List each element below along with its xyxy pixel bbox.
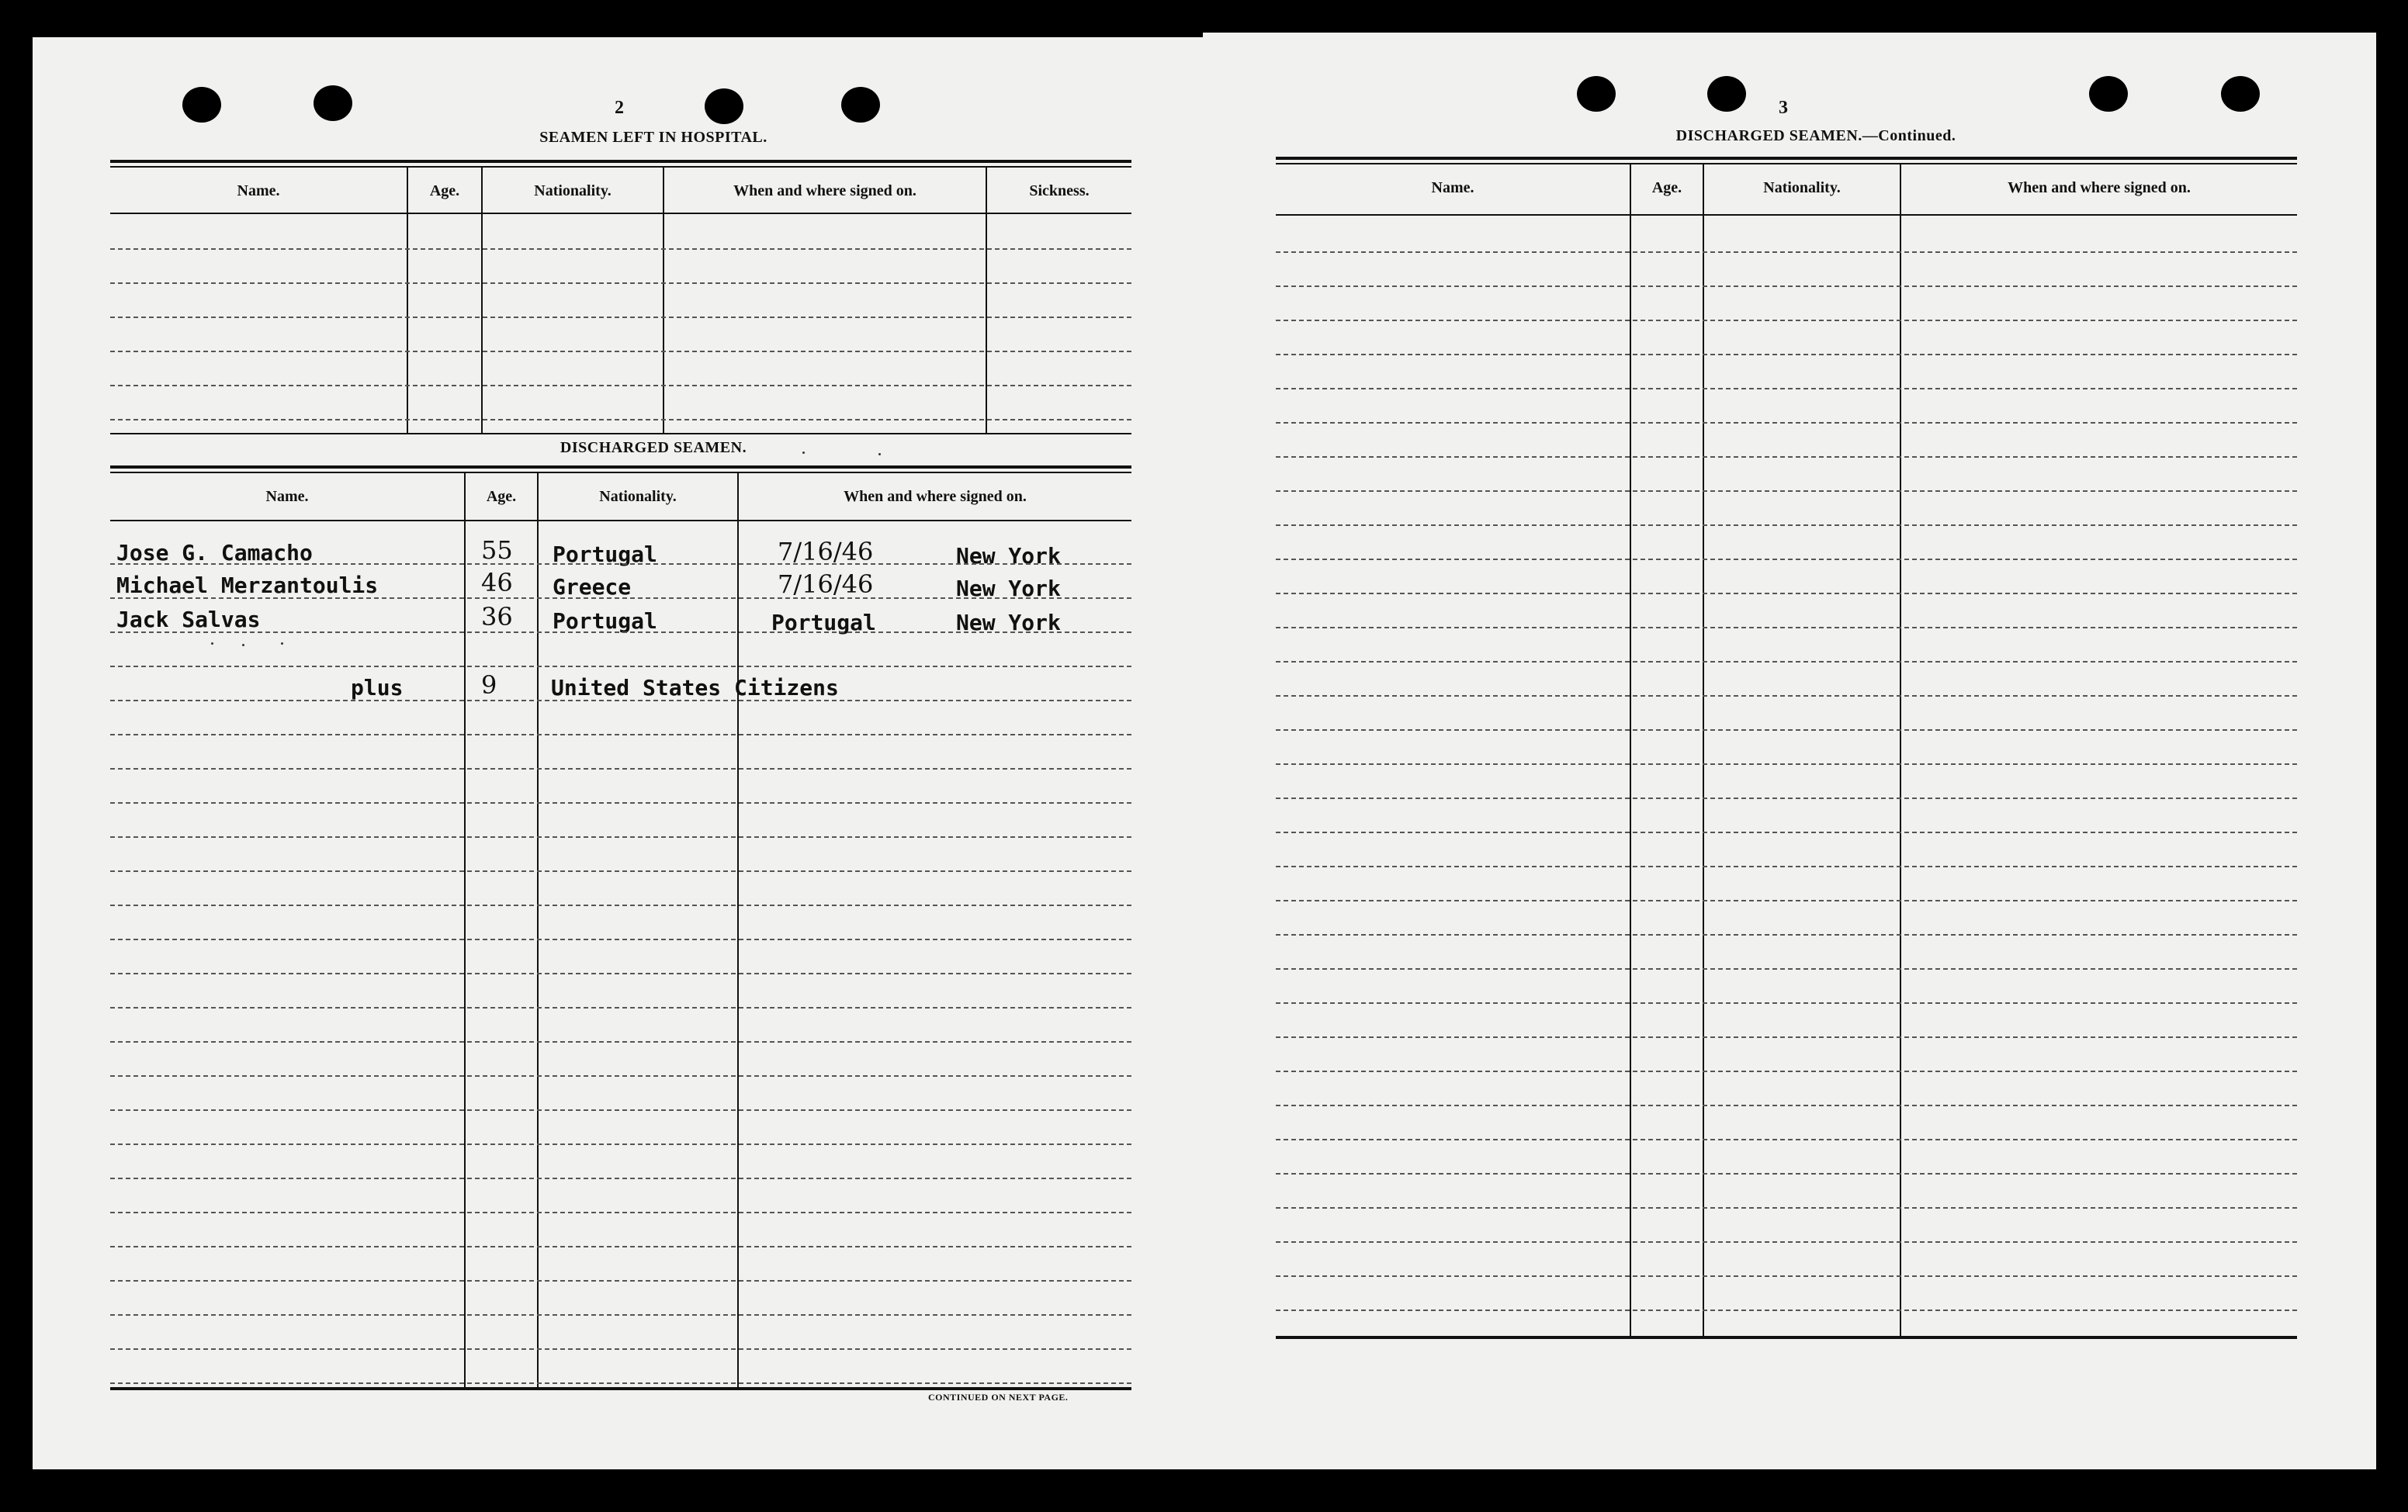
ruled-line: [110, 317, 1131, 318]
ruled-line: [110, 1314, 1131, 1316]
col-header-nationality: Nationality.: [1763, 179, 1841, 196]
ruled-line: [1276, 1275, 2297, 1277]
ruled-line: [1276, 1241, 2297, 1243]
header-underline: [1276, 214, 2297, 216]
ruled-line: [110, 1144, 1131, 1145]
ruled-line: [1276, 1310, 2297, 1311]
ruled-line: [110, 1007, 1131, 1009]
column-divider: [481, 168, 483, 433]
ruled-line: [110, 1212, 1131, 1213]
column-divider: [1900, 164, 1901, 1336]
table-top-rule: [110, 166, 1131, 168]
ruled-line: [1276, 729, 2297, 731]
seaman-nationality: Portugal: [553, 541, 657, 567]
ruled-line: [1276, 832, 2297, 833]
ruled-line: [110, 700, 1131, 701]
col-header-nationality: Nationality.: [534, 182, 612, 199]
table-top-rule: [110, 472, 1131, 473]
col-header-nationality: Nationality.: [599, 488, 677, 505]
ruled-line: [110, 351, 1131, 352]
plus-label: plus: [351, 675, 404, 701]
table-bottom-rule: [1276, 1336, 2297, 1339]
column-divider: [407, 168, 408, 433]
ruled-line: [1276, 524, 2297, 526]
page-number: 2: [615, 98, 624, 118]
seaman-name: Michael Merzantoulis: [116, 573, 379, 598]
column-divider: [663, 168, 664, 433]
ruled-line: [110, 1348, 1131, 1350]
signed-on-date: 7/16/46: [778, 569, 874, 599]
ruled-line: [110, 631, 1131, 633]
table-bottom-rule: [110, 433, 1131, 434]
signed-on-date: 7/16/46: [778, 537, 874, 566]
ruled-line: [1276, 285, 2297, 287]
ruled-line: [110, 597, 1131, 599]
col-header-signed-on: When and where signed on.: [844, 488, 1027, 505]
right-page: [1203, 33, 2376, 1469]
plus-text: United States Citizens: [551, 675, 839, 701]
ruled-line: [110, 563, 1131, 565]
stray-mark: [242, 644, 244, 646]
header-underline: [110, 213, 1131, 214]
ruled-line: [1276, 320, 2297, 321]
col-header-age: Age.: [1651, 179, 1682, 196]
ruled-line: [1276, 627, 2297, 628]
table-top-rule: [1276, 157, 2297, 160]
column-divider: [464, 473, 466, 1387]
ruled-line: [110, 385, 1131, 386]
signed-on-place: New York: [956, 576, 1061, 601]
col-header-sickness: Sickness.: [1029, 182, 1090, 199]
punch-hole: [314, 85, 352, 121]
column-divider: [1703, 164, 1704, 1336]
ruled-line: [1276, 354, 2297, 355]
ruled-line: [110, 1280, 1131, 1282]
stray-mark: [211, 642, 213, 645]
column-divider: [986, 168, 987, 433]
punch-hole: [2221, 76, 2260, 112]
ruled-line: [1276, 1002, 2297, 1004]
col-header-age: Age.: [429, 182, 460, 199]
hospital-section-title: SEAMEN LEFT IN HOSPITAL.: [539, 129, 767, 146]
punch-hole: [1577, 76, 1616, 112]
ruled-line: [110, 734, 1131, 735]
ruled-line: [1276, 798, 2297, 799]
ruled-line: [110, 282, 1131, 284]
table-top-rule: [1276, 163, 2297, 164]
page-number: 3: [1779, 98, 1788, 118]
ruled-line: [1276, 1139, 2297, 1140]
continued-footer: CONTINUED ON NEXT PAGE.: [928, 1392, 1069, 1403]
ruled-line: [1276, 968, 2297, 970]
header-underline: [110, 520, 1131, 521]
ruled-line: [110, 1382, 1131, 1384]
ruled-line: [110, 768, 1131, 770]
left-page: [33, 37, 1203, 1469]
ruled-line: [1276, 456, 2297, 458]
discharged-section-title: DISCHARGED SEAMEN.: [560, 439, 747, 456]
col-header-name: Name.: [237, 182, 280, 199]
stray-mark: [802, 452, 805, 454]
ruled-line: [1276, 695, 2297, 697]
ruled-line: [110, 1109, 1131, 1111]
ruled-line: [110, 870, 1131, 872]
table-bottom-rule: [110, 1387, 1131, 1390]
punch-hole: [1707, 76, 1746, 112]
col-header-age: Age.: [486, 488, 517, 505]
col-header-name: Name.: [265, 488, 309, 505]
ruled-line: [1276, 593, 2297, 594]
punch-hole: [2089, 76, 2128, 112]
ruled-line: [110, 1178, 1131, 1179]
ruled-line: [110, 836, 1131, 838]
ruled-line: [1276, 661, 2297, 663]
signed-on-date: Portugal: [771, 610, 876, 635]
discharged-continued-title: DISCHARGED SEAMEN.—Continued.: [1675, 127, 1956, 144]
table-top-rule: [110, 465, 1131, 469]
punch-hole: [705, 88, 743, 124]
ruled-line: [1276, 422, 2297, 424]
ruled-line: [1276, 559, 2297, 560]
ruled-line: [1276, 1207, 2297, 1209]
punch-hole: [182, 87, 221, 123]
seaman-age: 36: [481, 602, 513, 631]
ruled-line: [1276, 1036, 2297, 1038]
seaman-nationality: Greece: [553, 574, 632, 600]
ruled-line: [1276, 1071, 2297, 1072]
seaman-name: Jack Salvas: [116, 607, 261, 632]
ruled-line: [1276, 251, 2297, 253]
signed-on-place: New York: [956, 610, 1061, 635]
ruled-line: [110, 419, 1131, 420]
column-divider: [737, 473, 739, 1387]
discharged-continued-table: [1276, 157, 2297, 1423]
ruled-line: [110, 666, 1131, 667]
col-header-signed-on: When and where signed on.: [733, 182, 916, 199]
ruled-line: [110, 248, 1131, 250]
table-top-rule: [110, 160, 1131, 163]
signed-on-place: New York: [956, 543, 1061, 569]
ruled-line: [1276, 763, 2297, 765]
seaman-name: Jose G. Camacho: [116, 540, 313, 566]
discharged-table: [110, 465, 1131, 1440]
col-header-signed-on: When and where signed on.: [2008, 179, 2191, 196]
ruled-line: [1276, 388, 2297, 389]
ruled-line: [110, 905, 1131, 906]
seaman-age: 46: [481, 568, 513, 597]
stray-mark: [281, 642, 283, 645]
ruled-line: [1276, 1105, 2297, 1106]
ruled-line: [1276, 900, 2297, 901]
stray-mark: [878, 453, 881, 455]
column-divider: [1630, 164, 1631, 1336]
col-header-name: Name.: [1431, 179, 1474, 196]
ruled-line: [110, 1041, 1131, 1043]
ruled-line: [110, 802, 1131, 804]
ruled-line: [1276, 490, 2297, 492]
ruled-line: [1276, 1173, 2297, 1175]
hospital-table: [110, 160, 1131, 467]
ruled-line: [110, 973, 1131, 974]
ruled-line: [110, 1075, 1131, 1077]
ruled-line: [110, 1246, 1131, 1247]
seaman-nationality: Portugal: [553, 608, 657, 634]
seaman-age: 55: [481, 535, 513, 565]
punch-hole: [841, 87, 880, 123]
plus-count: 9: [481, 670, 497, 700]
ruled-line: [1276, 866, 2297, 867]
ruled-line: [1276, 934, 2297, 936]
ruled-line: [110, 939, 1131, 940]
column-divider: [537, 473, 539, 1387]
